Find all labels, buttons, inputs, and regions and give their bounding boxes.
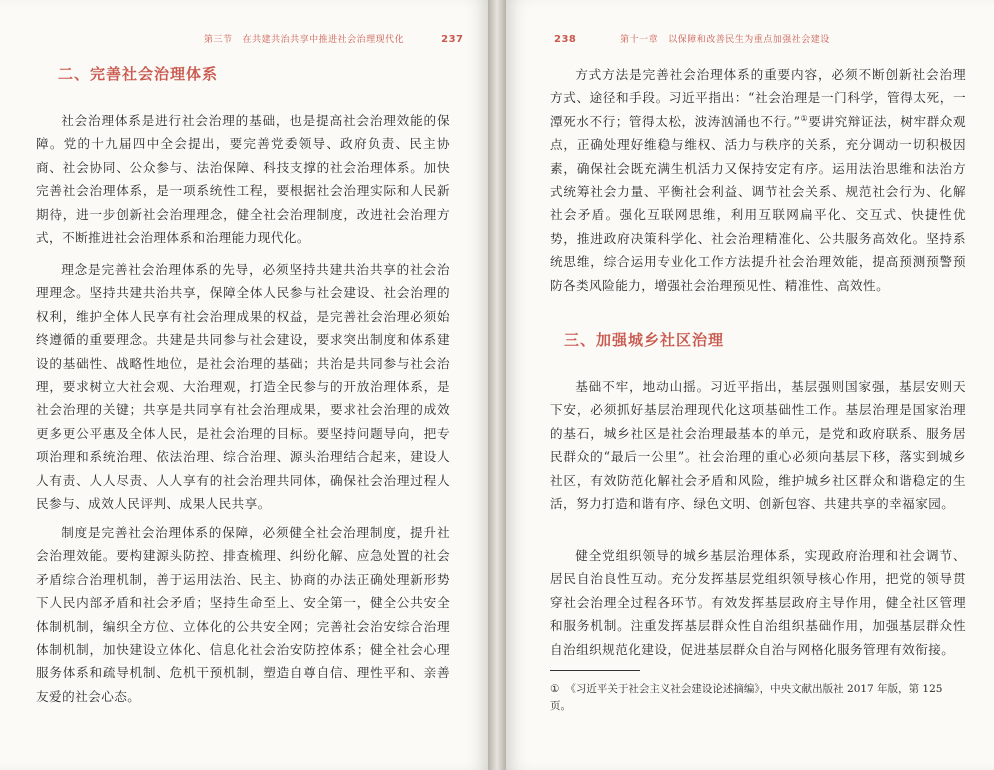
running-head-section: 第三节 <box>204 35 233 45</box>
footnote <box>550 681 966 715</box>
section-heading: 三、加强城乡社区治理 <box>564 331 725 349</box>
body-paragraph: 理念是完善社会治理体系的先导，必须坚持共建共治共享的社会治理理念。坚持共建共治共享，保障全体人民参与社会建设、社会治理的权利，维护全体人民享有社会治理成果的权益，是完善社会治理必须始终遵循的重要理念。共建是共同参与社会建设，要求突出制度和体系建设的基础性、战略性地位，是社会治理的基础；共治是共同参与社会治理，要求树立大社会观、大治理观，打造全民参与的开放治理体系，是社会治理的关键；共享是共同享有社会治理成果，要求社会治理的成效更多更公平惠及全体人民，是社会治理的目标。要坚持问题导向，把专项治理和系统治理、依法治理、综合治理、源头治理结合起来，建设人人有责、人人尽责、人人享有的社会治理共同体，确保社会治理过程人民参与、成效人民评判、成果人民共享。 <box>36 262 450 512</box>
body-paragraph: 社会治理体系是进行社会治理的基础，也是提高社会治理效能的保障。党的十九届四中全会提出，要完善党委领导、政府负责、民主协商、社会协同、公众参与、法治保障、科技支撑的社会治理体系。加快完善社会治理体系，是一项系统性工程，要根据社会治理实际和人民新期待，进一步创新社会治理理念，健全社会治理制度，改进社会治理方式，不断推进社会治理体系和治理能力现代化。 <box>36 113 450 246</box>
footnote-reference[interactable]: ① <box>800 113 809 123</box>
running-head-title: 以保障和改善民生为重点加强社会建设 <box>668 35 830 45</box>
footnote-mark: ① <box>550 683 560 695</box>
page-number: 238 <box>554 34 577 45</box>
paragraph-text: 方式方法是完善社会治理体系的重要内容，必须不断创新社会治理方式、途径和手段。习近平指出：“社会治理是一门科学，管得太死，一潭死水不行；管得太松，波涛汹涌也不行。” <box>550 67 966 129</box>
book-gutter <box>488 0 506 770</box>
left-page <box>0 0 488 770</box>
footnote-divider <box>550 670 640 671</box>
body-paragraph: 健全党组织领导的城乡基层治理体系，实现政府治理和社会调节、居民自治良性互动。充分发挥基层党组织领导核心作用，把党的领导贯穿社会治理全过程各环节。有效发挥基层政府主导作用，健全社区管理和服务机制。注重发挥基层群众性自治组织基础作用，加强基层群众性自治组织规范化建设，促进基层群众自治与网格化服务管理有效衔接。 <box>550 548 966 657</box>
running-head-chapter: 第十一章 <box>620 35 659 45</box>
section-heading: 二、完善社会治理体系 <box>58 65 219 83</box>
footnote-text: 《习近平关于社会主义社会建设论述摘编》，中央文献出版社 2017 年版，第 125 页。 <box>550 683 943 712</box>
left-running-head <box>204 32 463 45</box>
running-head-title: 在共建共治共享中推进社会治理现代化 <box>242 35 405 45</box>
paragraph-text: 要讲究辩证法，树牢群众观点，正确处理好维稳与维权、活力与秩序的关系，充分调动一切积极因素，确保社会既充满生机活力又保持安定有序。运用法治思维和法治方式统筹社会力量、平衡社会利益、调节社会关系、规范社会行为、化解社会矛盾。强化互联网思维，利用互联网扁平化、交互式、快捷性优势，推进政府决策科学化、社会治理精准化、公共服务高效化。坚持系统思维，综合运用专业化工作方法提升社会治理效能，提高预测预警预防各类风险能力，增强社会治理预见性、精准性、高效性。 <box>550 113 966 293</box>
right-running-head <box>554 32 830 45</box>
body-paragraph: 基础不牢，地动山摇。习近平指出，基层强则国家强，基层安则天下安，必须抓好基层治理现代化这项基础性工作。基层治理是国家治理的基石，城乡社区是社会治理最基本的单元，是党和政府联系、服务居民群众的“最后一公里”。社会治理的重心必须向基层下移，落实到城乡社区，有效防范化解社会矛盾和风险，维护城乡社区群众和谐稳定的生活，努力打造和谐有序、绿色文明、创新包容、共建共享的幸福家园。 <box>550 379 966 512</box>
right-page <box>506 0 994 770</box>
body-paragraph: 制度是完善社会治理体系的保障，必须健全社会治理制度，提升社会治理效能。要构建源头防控、排查梳理、纠纷化解、应急处置的社会矛盾综合治理机制，善于运用法治、民主、协商的办法正确处理新形势下人民内部矛盾和社会矛盾；坚持生命至上、安全第一，健全公共安全体制机制，编织全方位、立体化的公共安全网；完善社会治安综合治理体制机制，加快建设立体化、信息化社会治安防控体系；健全社会心理服务体系和疏导机制、危机干预机制，塑造自尊自信、理性平和、亲善友爱的社会心态。 <box>36 525 450 704</box>
page-number: 237 <box>441 34 464 45</box>
body-paragraph <box>550 63 966 297</box>
